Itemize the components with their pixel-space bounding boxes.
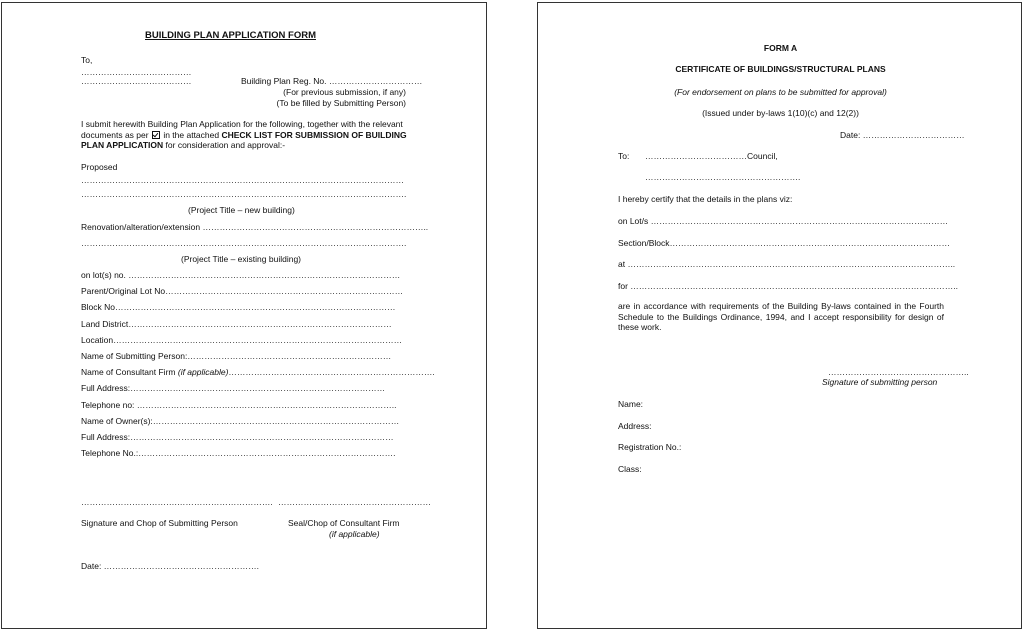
signature-dots: ………………………………………….. [828,367,969,377]
for-field: for …………………………………………………………………………………………………….. [618,281,959,291]
consultant-applicable: (if applicable) [177,367,229,377]
reg-note-filled-by: (To be filled by Submitting Person) [276,98,406,108]
project-title-existing: (Project Title – existing building) [181,254,302,264]
consultant-firm-label: Name of Consultant Firm [81,367,176,377]
issued-note: (Issued under by-laws 1(10)(c) and 12(2)) [702,108,859,118]
lot-no-field: on lot(s) no. …………………………………………………………………………………… [81,270,401,280]
form-a-title: FORM A [763,43,798,53]
date-field-right: Date: ……………………………… [840,130,965,140]
to-label: To, [81,55,93,65]
name-label: Name: [618,399,644,409]
certificate-title: CERTIFICATE OF BUILDINGS/STRUCTURAL PLANS [675,64,886,74]
location-field: Location………………………………………………………………………………………… [81,335,403,345]
intro-text-2: in the attached [163,129,220,140]
proposed-dots-1: …………………………………………………………………………………………………… [81,175,404,185]
consultant-firm-dots: ………………………………………………………………. [228,367,435,377]
signature-dots-right: ……………………………………………… [278,497,431,507]
intro-text-1: I submit herewith Building Plan Application for the following, together with the relevant documents as per [81,119,403,140]
project-title-new: (Project Title – new building) [188,205,295,215]
endorsement-note: (For endorsement on plans to be submitted for approval) [674,87,887,97]
to-line-2: ………………………………… [81,76,192,86]
full-address-field-1: Full Address:……………………………………………………………………………… [81,383,386,393]
address-label: Address: [618,421,652,431]
date-field: Date: ………………………………………………. [81,561,260,571]
owner-name-field: Name of Owner(s):…………………………………………………………………………… [81,416,400,426]
signature-dots-left: …………………………….……………………………. [81,497,273,507]
certify-statement: I hereby certify that the details in the plans viz: [618,194,793,204]
at-field: at …………………………………………………………………………………………………….. [618,259,956,269]
parent-lot-field: Parent/Original Lot No………………………………………………………………………… [81,286,404,296]
form-title: BUILDING PLAN APPLICATION FORM [145,30,316,41]
telephone-field-2: Telephone No.:………………………………………………………………………………. [81,448,396,458]
signature-label: Signature of submitting person [822,377,938,387]
building-plan-application-page [1,2,487,629]
reg-no-field: Building Plan Reg. No. …………………………… [241,76,423,86]
proposed-dots-2: ……………………………………………………………………………………………………. [81,189,407,199]
council-field: ………………………………Council, [645,151,778,161]
registration-label: Registration No.: [618,442,682,452]
signature-applicable: (if applicable) [329,529,380,539]
renovation-field: Renovation/alteration/extension …………………………………………………………………….. [81,222,429,232]
full-address-field-2: Full Address:………………………………………………………………………………… [81,432,394,442]
intro-paragraph [81,119,408,151]
on-lots-field: on Lot/s …………………………………………………………………………………………… [618,216,949,226]
checklist-title: CHECK LIST FOR SUBMISSION OF BUILDING PLAN APPLICATION [81,129,407,150]
to-line-1: ………………………………… [81,67,192,77]
submitting-person-field: Name of Submitting Person:……………………………………………………………… [81,351,392,361]
block-no-field: Block No……………………………………………………………………………………… [81,302,396,312]
proposed-label: Proposed [81,162,118,172]
section-block-field: Section/Block……………………………………………………………………………………… [618,238,950,248]
consultant-firm-field [81,367,435,377]
form-a-certificate-page [537,2,1022,629]
council-dots: ………………………………………………. [645,172,801,182]
accordance-paragraph: are in accordance with requirements of the Building By-laws contained in the Fourth Schedule to the Buildings Ordinance, 1994, and I accept responsibility for design of these work. [618,301,944,332]
reg-note-previous: (For previous submission, if any) [283,87,406,97]
checkbox-checked-icon [152,131,160,139]
land-district-field: Land District………………………………………………………………………………… [81,319,392,329]
to-label-right: To: [618,151,630,161]
class-label: Class: [618,464,642,474]
signature-label-left: Signature and Chop of Submitting Person [81,518,238,528]
renovation-dots: ……………………………………………………………………………………………………. [81,238,407,248]
signature-label-right: Seal/Chop of Consultant Firm [288,518,400,528]
intro-text-3: for consideration and approval:- [165,140,286,150]
telephone-field-1: Telephone no: ……………………………………………………………………………….. [81,400,397,410]
